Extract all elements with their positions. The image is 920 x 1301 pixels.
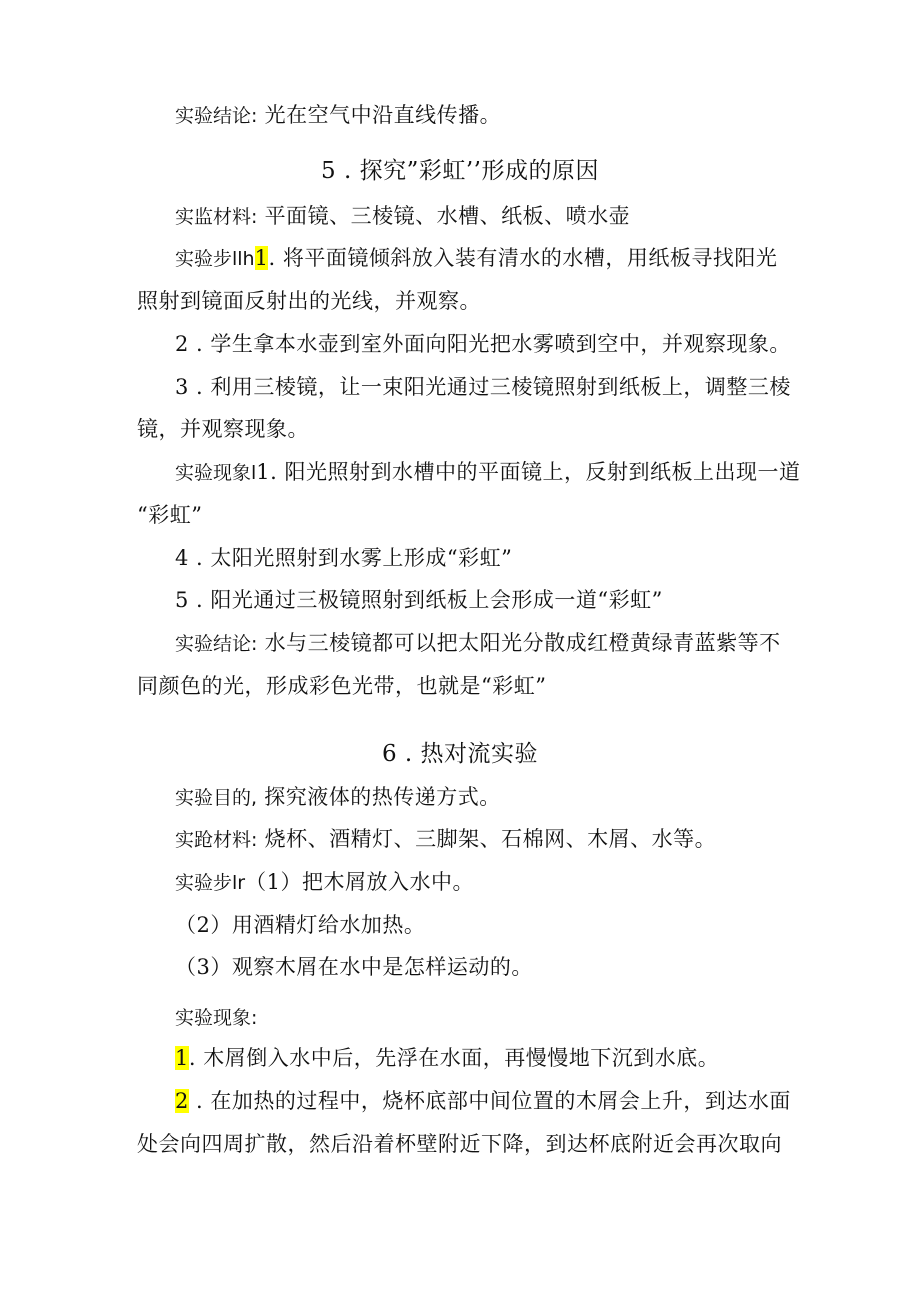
line-text: 光在空气中沿直线传播。 xyxy=(264,103,502,127)
paragraph-line: （2）用酒精灯给水加热。 xyxy=(175,913,426,937)
line-label: 实监材料: xyxy=(175,206,258,228)
purpose-line-6 xyxy=(175,782,501,813)
section-heading-6: 6 . 热对流实验 xyxy=(381,741,539,767)
phenomenon-heading-6 xyxy=(175,1002,257,1033)
paragraph-line: 2 . 学生拿本水壶到室外面向阳光把水雾喷到空中，并观察现象。 xyxy=(175,332,791,356)
line-text: . 在加热的过程中，烧杯底部中间位置的木屑会上升，到达水面 xyxy=(188,1089,791,1113)
paragraph-line: 照射到镜面反射出的光线，并观察。 xyxy=(137,289,481,313)
line-text: . 将平面镜倾斜放入装有清水的水槽，用纸板寻找阳光 xyxy=(268,246,778,270)
paragraph-line: 处会向四周扩散，然后沿着杯壁附近下降，到达杯底附近会再次取向 xyxy=(137,1132,782,1156)
highlighted-number: 1 xyxy=(254,246,269,270)
section-heading-5: 5 . 探究”彩虹’’形成的原因 xyxy=(321,158,599,184)
steps-line-6 xyxy=(175,867,474,898)
materials-line-6 xyxy=(175,824,716,855)
line-label: 实验步lr xyxy=(175,872,246,894)
paragraph-line: 镜，并观察现象。 xyxy=(137,417,309,441)
line-text: 1. 阳光照射到水槽中的平面镜上，反射到纸板上出现一道 xyxy=(256,460,801,484)
paragraph-line: 同颜色的光，形成彩色光带，也就是“彩虹” xyxy=(137,674,547,698)
line-text: 烧杯、酒精灯、三脚架、石棉网、木屑、水等。 xyxy=(264,827,717,851)
phenomenon-line-2 xyxy=(175,1086,791,1116)
paragraph-line: “彩虹” xyxy=(137,503,203,527)
phenomenon-line-1 xyxy=(175,1043,719,1073)
line-text: （1）把木屑放入水中。 xyxy=(245,870,474,894)
conclusion-line-5 xyxy=(175,628,781,659)
highlighted-number: 1 xyxy=(175,1046,189,1070)
line-label: 实验步llh xyxy=(175,248,255,270)
conclusion-line-1 xyxy=(175,100,501,131)
paragraph-line: （3）观察木屑在水中是怎样运动的。 xyxy=(175,955,533,979)
line-text: 平面镜、三棱镜、水槽、纸板、喷水壶 xyxy=(264,204,631,228)
paragraph-line: 3 . 利用三棱镜，让一束阳光通过三棱镜照射到纸板上，调整三棱 xyxy=(175,375,791,399)
paragraph-line: 5 . 阳光通过三极镜照射到纸板上会形成一道“彩虹” xyxy=(175,588,663,612)
phenomenon-line-5 xyxy=(175,457,801,488)
paragraph-line: 4 . 太阳光照射到水雾上形成“彩虹” xyxy=(175,546,513,570)
line-label: 实验结论: xyxy=(175,633,258,655)
line-text: 水与三棱镜都可以把太阳光分散成红橙黄绿青蓝紫等不 xyxy=(264,631,781,655)
line-label: 实验结论: xyxy=(175,105,258,127)
line-text: . 木屑倒入水中后，先浮在水面，再慢慢地下沉到水底。 xyxy=(188,1046,720,1070)
line-label: 实跄材料: xyxy=(175,829,258,851)
materials-line-5 xyxy=(175,201,630,232)
line-text: 探究液体的热传递方式。 xyxy=(264,785,501,809)
line-label: 实验现象l xyxy=(175,462,257,484)
line-label: 实验现象: xyxy=(175,1007,258,1029)
line-label: 实验目的, xyxy=(175,787,258,809)
steps-line-5 xyxy=(175,243,777,274)
highlighted-number: 2 xyxy=(175,1089,189,1113)
